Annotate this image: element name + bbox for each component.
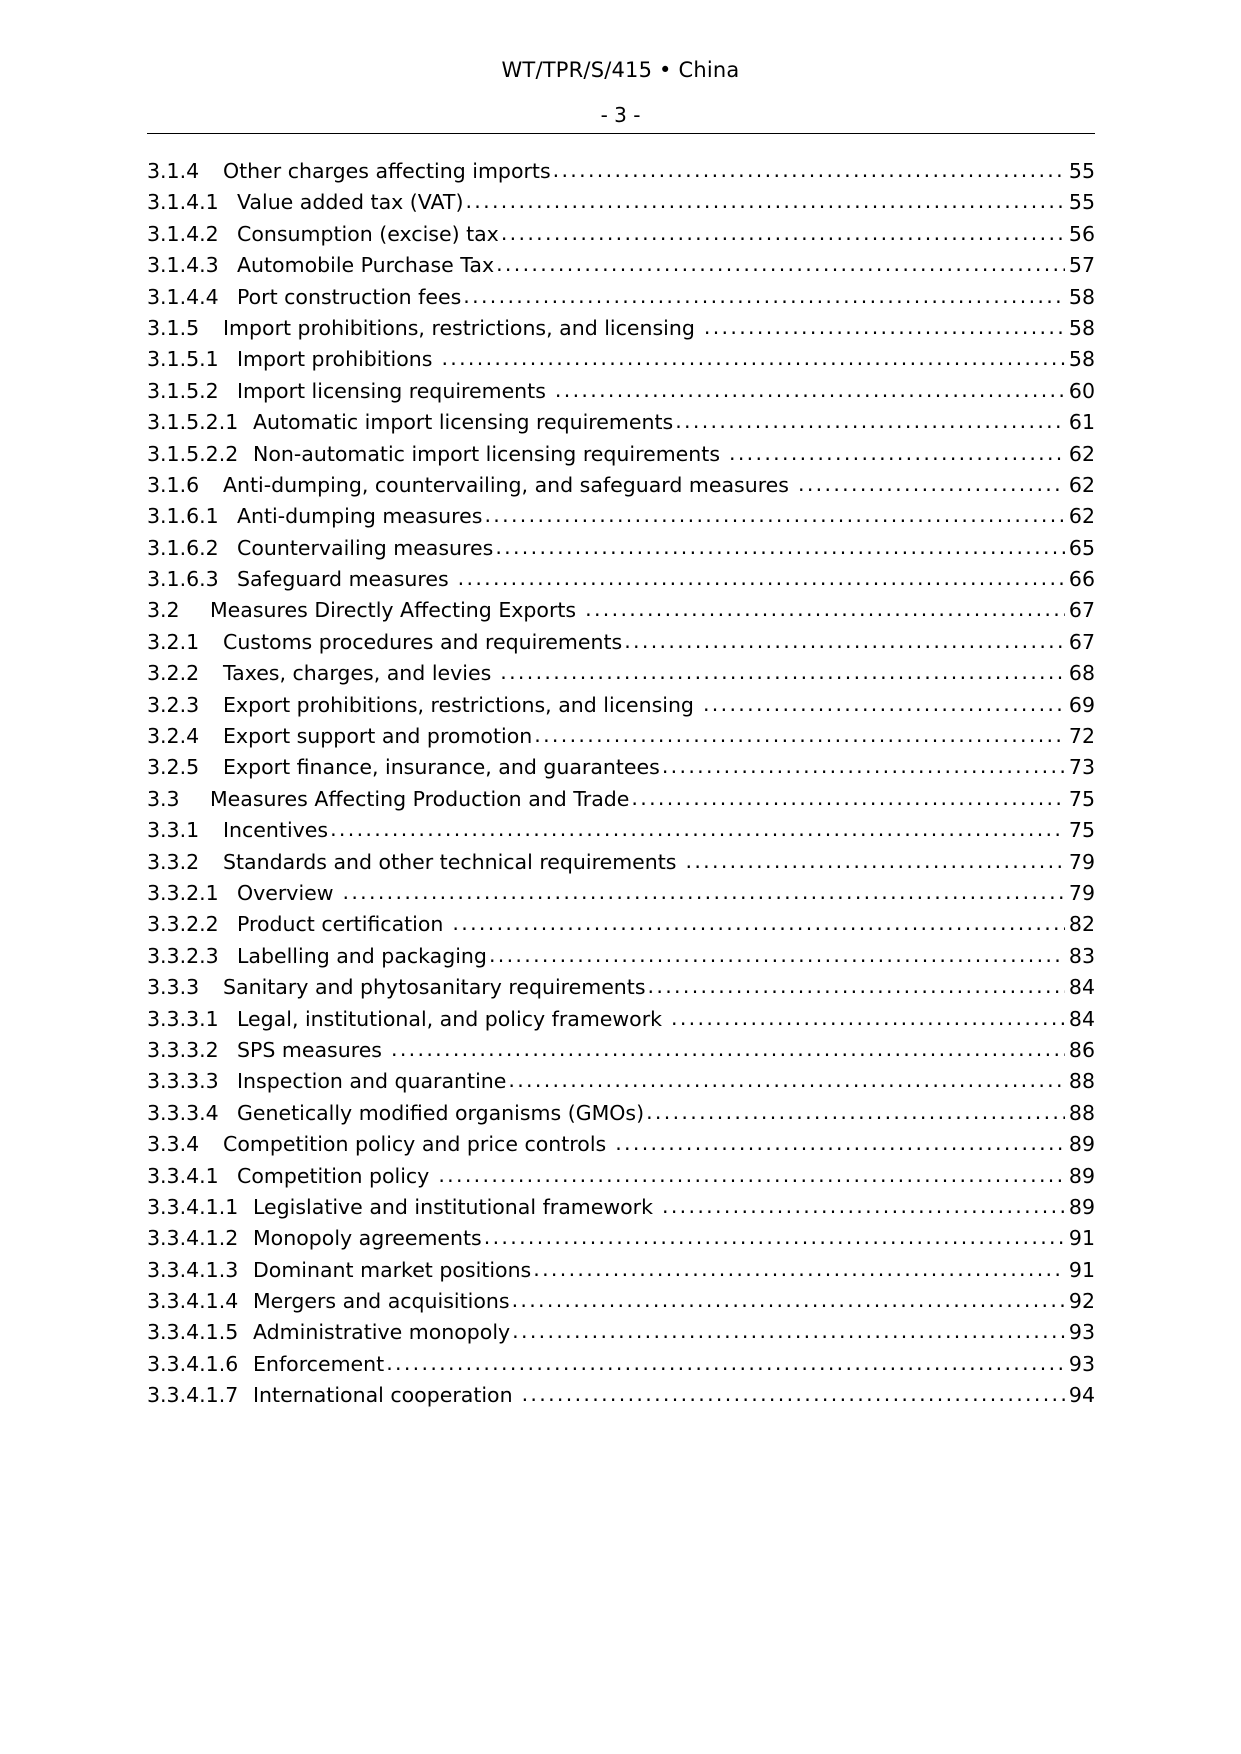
toc-entry-page-number: 94 bbox=[1068, 1383, 1095, 1408]
toc-entry-page-number: 62 bbox=[1068, 504, 1095, 529]
toc-entry-title: Genetically modified organisms (GMOs) bbox=[237, 1100, 645, 1125]
toc-entry-title: Sanitary and phytosanitary requirements bbox=[223, 975, 646, 1000]
toc-entry-title: Import licensing requirements bbox=[237, 378, 546, 403]
toc-entry[interactable] bbox=[147, 1255, 1095, 1286]
toc-entry[interactable] bbox=[147, 1098, 1095, 1129]
toc-entry-number: 3.1.5.2.2 bbox=[147, 441, 239, 466]
toc-entry[interactable] bbox=[147, 282, 1095, 313]
toc-dot-leader bbox=[330, 819, 1065, 839]
toc-dot-leader bbox=[441, 348, 1065, 368]
toc-entry-page-number: 82 bbox=[1068, 912, 1095, 937]
toc-entry-page-number: 65 bbox=[1068, 535, 1095, 560]
toc-entry-title: Export support and promotion bbox=[223, 724, 533, 749]
toc-entry-number: 3.3 bbox=[147, 786, 180, 811]
toc-entry-page-number: 62 bbox=[1068, 472, 1095, 497]
toc-dot-leader bbox=[495, 537, 1065, 557]
toc-dot-leader bbox=[686, 851, 1066, 871]
toc-entry-page-number: 83 bbox=[1068, 943, 1095, 968]
toc-entry-title: Incentives bbox=[223, 818, 329, 843]
toc-entry-number: 3.3.4.1.5 bbox=[147, 1320, 239, 1345]
toc-dot-leader bbox=[496, 254, 1065, 274]
toc-entry-page-number: 93 bbox=[1068, 1351, 1095, 1376]
toc-entry-number: 3.3.2.2 bbox=[147, 912, 219, 937]
toc-dot-leader bbox=[646, 1102, 1065, 1122]
toc-entry-number: 3.3.3.1 bbox=[147, 1006, 219, 1031]
toc-dot-leader bbox=[704, 317, 1065, 337]
table-of-contents bbox=[147, 156, 1095, 1412]
toc-entry-title: Safeguard measures bbox=[237, 567, 449, 592]
toc-entry[interactable] bbox=[147, 564, 1095, 595]
toc-dot-leader bbox=[662, 756, 1065, 776]
toc-entry[interactable] bbox=[147, 250, 1095, 281]
toc-entry-title: Monopoly agreements bbox=[253, 1226, 482, 1251]
toc-entry-number: 3.1.4.4 bbox=[147, 284, 219, 309]
toc-entry[interactable] bbox=[147, 1349, 1095, 1380]
toc-entry[interactable] bbox=[147, 1161, 1095, 1192]
toc-entry-page-number: 84 bbox=[1068, 975, 1095, 1000]
toc-entry-number: 3.1.6.1 bbox=[147, 504, 219, 529]
toc-entry-number: 3.1.6.2 bbox=[147, 535, 219, 560]
toc-dot-leader bbox=[671, 1008, 1065, 1028]
toc-entry[interactable] bbox=[147, 1380, 1095, 1411]
toc-entry-number: 3.3.3 bbox=[147, 975, 200, 1000]
toc-entry-title: Export finance, insurance, and guarantees bbox=[223, 755, 660, 780]
toc-entry-number: 3.1.5.1 bbox=[147, 347, 219, 372]
toc-dot-leader bbox=[343, 882, 1065, 902]
toc-entry-number: 3.3.2 bbox=[147, 849, 200, 874]
toc-dot-leader bbox=[484, 505, 1065, 525]
toc-entry-page-number: 55 bbox=[1068, 159, 1095, 183]
toc-entry-number: 3.3.4.1.4 bbox=[147, 1289, 239, 1314]
toc-entry-title: Standards and other technical requirements bbox=[223, 849, 677, 874]
toc-entry-title: Anti-dumping, countervailing, and safeguard measures bbox=[223, 472, 789, 497]
toc-dot-leader bbox=[729, 443, 1065, 463]
toc-entry[interactable] bbox=[147, 847, 1095, 878]
toc-entry-title: Legal, institutional, and policy framework bbox=[237, 1006, 663, 1031]
toc-entry-page-number: 91 bbox=[1068, 1257, 1095, 1282]
toc-dot-leader bbox=[555, 380, 1065, 400]
toc-entry-page-number: 91 bbox=[1068, 1226, 1095, 1251]
toc-entry[interactable] bbox=[147, 439, 1095, 470]
toc-entry[interactable] bbox=[147, 627, 1095, 658]
toc-entry-page-number: 67 bbox=[1068, 629, 1095, 654]
toc-entry[interactable] bbox=[147, 909, 1095, 940]
toc-entry-title: Inspection and quarantine bbox=[237, 1069, 507, 1094]
toc-dot-leader bbox=[675, 411, 1065, 431]
toc-entry-number: 3.2.4 bbox=[147, 724, 200, 749]
toc-entry[interactable] bbox=[147, 1129, 1095, 1160]
toc-entry[interactable] bbox=[147, 878, 1095, 909]
toc-entry-page-number: 75 bbox=[1068, 818, 1095, 843]
toc-entry-page-number: 58 bbox=[1068, 284, 1095, 309]
toc-dot-leader bbox=[500, 662, 1065, 682]
toc-entry[interactable] bbox=[147, 941, 1095, 972]
toc-entry-page-number: 68 bbox=[1068, 661, 1095, 686]
toc-entry-title: Competition policy bbox=[237, 1163, 430, 1188]
toc-entry-page-number: 60 bbox=[1068, 378, 1095, 403]
toc-entry-number: 3.1.4.1 bbox=[147, 190, 219, 215]
toc-entry-page-number: 88 bbox=[1068, 1100, 1095, 1125]
toc-entry-title: Competition policy and price controls bbox=[223, 1132, 607, 1157]
toc-entry[interactable] bbox=[147, 1035, 1095, 1066]
toc-entry-title: Import prohibitions bbox=[237, 347, 433, 372]
toc-entry-page-number: 61 bbox=[1068, 410, 1095, 435]
toc-entry-title: Measures Affecting Production and Trade bbox=[210, 786, 630, 811]
toc-entry-number: 3.3.2.1 bbox=[147, 880, 219, 905]
toc-entry-page-number: 58 bbox=[1068, 315, 1095, 340]
toc-entry-page-number: 67 bbox=[1068, 598, 1095, 623]
toc-entry-number: 3.3.4.1.6 bbox=[147, 1351, 239, 1376]
toc-entry-page-number: 55 bbox=[1068, 190, 1095, 215]
toc-entry-page-number: 89 bbox=[1068, 1132, 1095, 1157]
toc-entry[interactable] bbox=[147, 501, 1095, 532]
toc-entry-number: 3.3.2.3 bbox=[147, 943, 219, 968]
toc-dot-leader bbox=[662, 1196, 1065, 1216]
toc-entry-page-number: 72 bbox=[1068, 724, 1095, 749]
toc-dot-leader bbox=[615, 1133, 1065, 1153]
page-number-label: - 3 - bbox=[600, 103, 641, 127]
toc-entry-page-number: 88 bbox=[1068, 1069, 1095, 1094]
toc-entry[interactable] bbox=[147, 1004, 1095, 1035]
toc-entry-title: Anti-dumping measures bbox=[237, 504, 483, 529]
toc-entry-page-number: 93 bbox=[1068, 1320, 1095, 1345]
document-symbol-header: WT/TPR/S/415 • China bbox=[501, 58, 740, 82]
toc-entry-page-number: 69 bbox=[1068, 692, 1095, 717]
toc-entry-number: 3.1.5.2 bbox=[147, 378, 219, 403]
toc-entry-number: 3.1.4.3 bbox=[147, 253, 219, 278]
toc-entry-title: Dominant market positions bbox=[253, 1257, 532, 1282]
toc-entry-title: Product certification bbox=[237, 912, 444, 937]
toc-dot-leader bbox=[501, 223, 1065, 243]
toc-entry[interactable] bbox=[147, 972, 1095, 1003]
toc-entry-number: 3.2 bbox=[147, 598, 180, 623]
toc-entry[interactable] bbox=[147, 344, 1095, 375]
toc-entry-page-number: 79 bbox=[1068, 849, 1095, 874]
toc-entry-number: 3.1.6 bbox=[147, 472, 200, 497]
toc-entry-title: Mergers and acquisitions bbox=[253, 1289, 510, 1314]
toc-entry-page-number: 56 bbox=[1068, 221, 1095, 246]
toc-entry-title: Enforcement bbox=[253, 1351, 385, 1376]
toc-entry-number: 3.3.1 bbox=[147, 818, 200, 843]
toc-entry-number: 3.1.5 bbox=[147, 315, 200, 340]
toc-entry-page-number: 62 bbox=[1068, 441, 1095, 466]
toc-entry-number: 3.3.3.4 bbox=[147, 1100, 219, 1125]
toc-dot-leader bbox=[465, 191, 1065, 211]
toc-entry[interactable] bbox=[147, 721, 1095, 752]
toc-entry[interactable] bbox=[147, 1066, 1095, 1097]
toc-entry-number: 3.1.4.2 bbox=[147, 221, 219, 246]
toc-entry-number: 3.3.4.1.1 bbox=[147, 1194, 239, 1219]
toc-entry[interactable] bbox=[147, 1286, 1095, 1317]
toc-entry-page-number: 84 bbox=[1068, 1006, 1095, 1031]
toc-entry[interactable] bbox=[147, 690, 1095, 721]
toc-entry-title: Automatic import licensing requirements bbox=[253, 410, 674, 435]
toc-entry[interactable] bbox=[147, 815, 1095, 846]
toc-dot-leader bbox=[703, 694, 1065, 714]
toc-dot-leader bbox=[386, 1353, 1065, 1373]
toc-entry-title: Overview bbox=[237, 880, 334, 905]
toc-entry-title: Administrative monopoly bbox=[253, 1320, 511, 1345]
toc-entry[interactable] bbox=[147, 219, 1095, 250]
toc-entry-number: 3.3.4.1.2 bbox=[147, 1226, 239, 1251]
toc-entry-title: Other charges affecting imports bbox=[223, 159, 551, 183]
toc-entry-number: 3.1.4 bbox=[147, 159, 200, 183]
toc-entry-number: 3.1.5.2.1 bbox=[147, 410, 239, 435]
toc-dot-leader bbox=[522, 1384, 1065, 1404]
toc-entry-title: Automobile Purchase Tax bbox=[237, 253, 495, 278]
toc-entry-number: 3.3.3.2 bbox=[147, 1037, 219, 1062]
toc-dot-leader bbox=[489, 945, 1065, 965]
toc-entry[interactable] bbox=[147, 1192, 1095, 1223]
toc-dot-leader bbox=[438, 1165, 1065, 1185]
toc-entry[interactable] bbox=[147, 376, 1095, 407]
toc-entry[interactable] bbox=[147, 658, 1095, 689]
toc-dot-leader bbox=[798, 474, 1065, 494]
header-divider-rule bbox=[147, 133, 1095, 134]
toc-entry-page-number: 86 bbox=[1068, 1037, 1095, 1062]
toc-entry-page-number: 92 bbox=[1068, 1289, 1095, 1314]
toc-entry-page-number: 79 bbox=[1068, 880, 1095, 905]
toc-entry-title: SPS measures bbox=[237, 1037, 382, 1062]
toc-entry-title: Labelling and packaging bbox=[237, 943, 487, 968]
toc-entry-page-number: 58 bbox=[1068, 347, 1095, 372]
toc-dot-leader bbox=[452, 913, 1065, 933]
toc-entry[interactable] bbox=[147, 470, 1095, 501]
toc-entry-page-number: 73 bbox=[1068, 755, 1095, 780]
toc-dot-leader bbox=[648, 976, 1065, 996]
toc-entry[interactable] bbox=[147, 1317, 1095, 1348]
toc-entry-title: Measures Directly Affecting Exports bbox=[210, 598, 577, 623]
toc-entry[interactable] bbox=[147, 313, 1095, 344]
toc-entry-number: 3.3.4.1.3 bbox=[147, 1257, 239, 1282]
toc-entry-number: 3.2.5 bbox=[147, 755, 200, 780]
toc-entry[interactable] bbox=[147, 784, 1095, 815]
toc-entry-title: International cooperation bbox=[253, 1383, 513, 1408]
toc-entry-number: 3.3.3.3 bbox=[147, 1069, 219, 1094]
toc-dot-leader bbox=[512, 1321, 1065, 1341]
toc-entry[interactable] bbox=[147, 156, 1095, 187]
toc-dot-leader bbox=[534, 725, 1065, 745]
toc-entry-number: 3.3.4.1.7 bbox=[147, 1383, 239, 1408]
toc-entry-title: Consumption (excise) tax bbox=[237, 221, 499, 246]
toc-dot-leader bbox=[463, 286, 1065, 306]
toc-dot-leader bbox=[553, 160, 1065, 180]
toc-dot-leader bbox=[512, 1290, 1065, 1310]
toc-entry-title: Export prohibitions, restrictions, and licensing bbox=[223, 692, 694, 717]
toc-entry-title: Non-automatic import licensing requirements bbox=[253, 441, 720, 466]
toc-dot-leader bbox=[458, 568, 1065, 588]
toc-dot-leader bbox=[508, 1070, 1065, 1090]
toc-entry-page-number: 89 bbox=[1068, 1194, 1095, 1219]
toc-entry-page-number: 89 bbox=[1068, 1163, 1095, 1188]
toc-dot-leader bbox=[533, 1259, 1065, 1279]
toc-entry-title: Customs procedures and requirements bbox=[223, 629, 623, 654]
toc-entry-title: Value added tax (VAT) bbox=[237, 190, 464, 215]
toc-entry[interactable] bbox=[147, 187, 1095, 218]
toc-entry-number: 3.3.4.1 bbox=[147, 1163, 219, 1188]
toc-entry-number: 3.2.3 bbox=[147, 692, 200, 717]
toc-dot-leader bbox=[484, 1227, 1065, 1247]
toc-entry-title: Legislative and institutional framework bbox=[253, 1194, 653, 1219]
toc-entry[interactable] bbox=[147, 533, 1095, 564]
toc-entry-title: Taxes, charges, and levies bbox=[223, 661, 492, 686]
toc-entry-title: Countervailing measures bbox=[237, 535, 494, 560]
toc-dot-leader bbox=[631, 788, 1065, 808]
toc-entry-title: Import prohibitions, restrictions, and licensing bbox=[223, 315, 695, 340]
toc-dot-leader bbox=[585, 599, 1065, 619]
toc-entry-page-number: 75 bbox=[1068, 786, 1095, 811]
toc-entry-title: Port construction fees bbox=[237, 284, 462, 309]
toc-entry-number: 3.2.1 bbox=[147, 629, 200, 654]
toc-entry-page-number: 57 bbox=[1068, 253, 1095, 278]
toc-entry-page-number: 66 bbox=[1068, 567, 1095, 592]
toc-dot-leader bbox=[391, 1039, 1065, 1059]
toc-entry[interactable] bbox=[147, 1223, 1095, 1254]
toc-entry-number: 3.1.6.3 bbox=[147, 567, 219, 592]
toc-entry[interactable] bbox=[147, 595, 1095, 626]
toc-entry-number: 3.2.2 bbox=[147, 661, 200, 686]
toc-entry[interactable] bbox=[147, 407, 1095, 438]
toc-dot-leader bbox=[624, 631, 1065, 651]
toc-entry-number: 3.3.4 bbox=[147, 1132, 200, 1157]
toc-entry[interactable] bbox=[147, 752, 1095, 783]
